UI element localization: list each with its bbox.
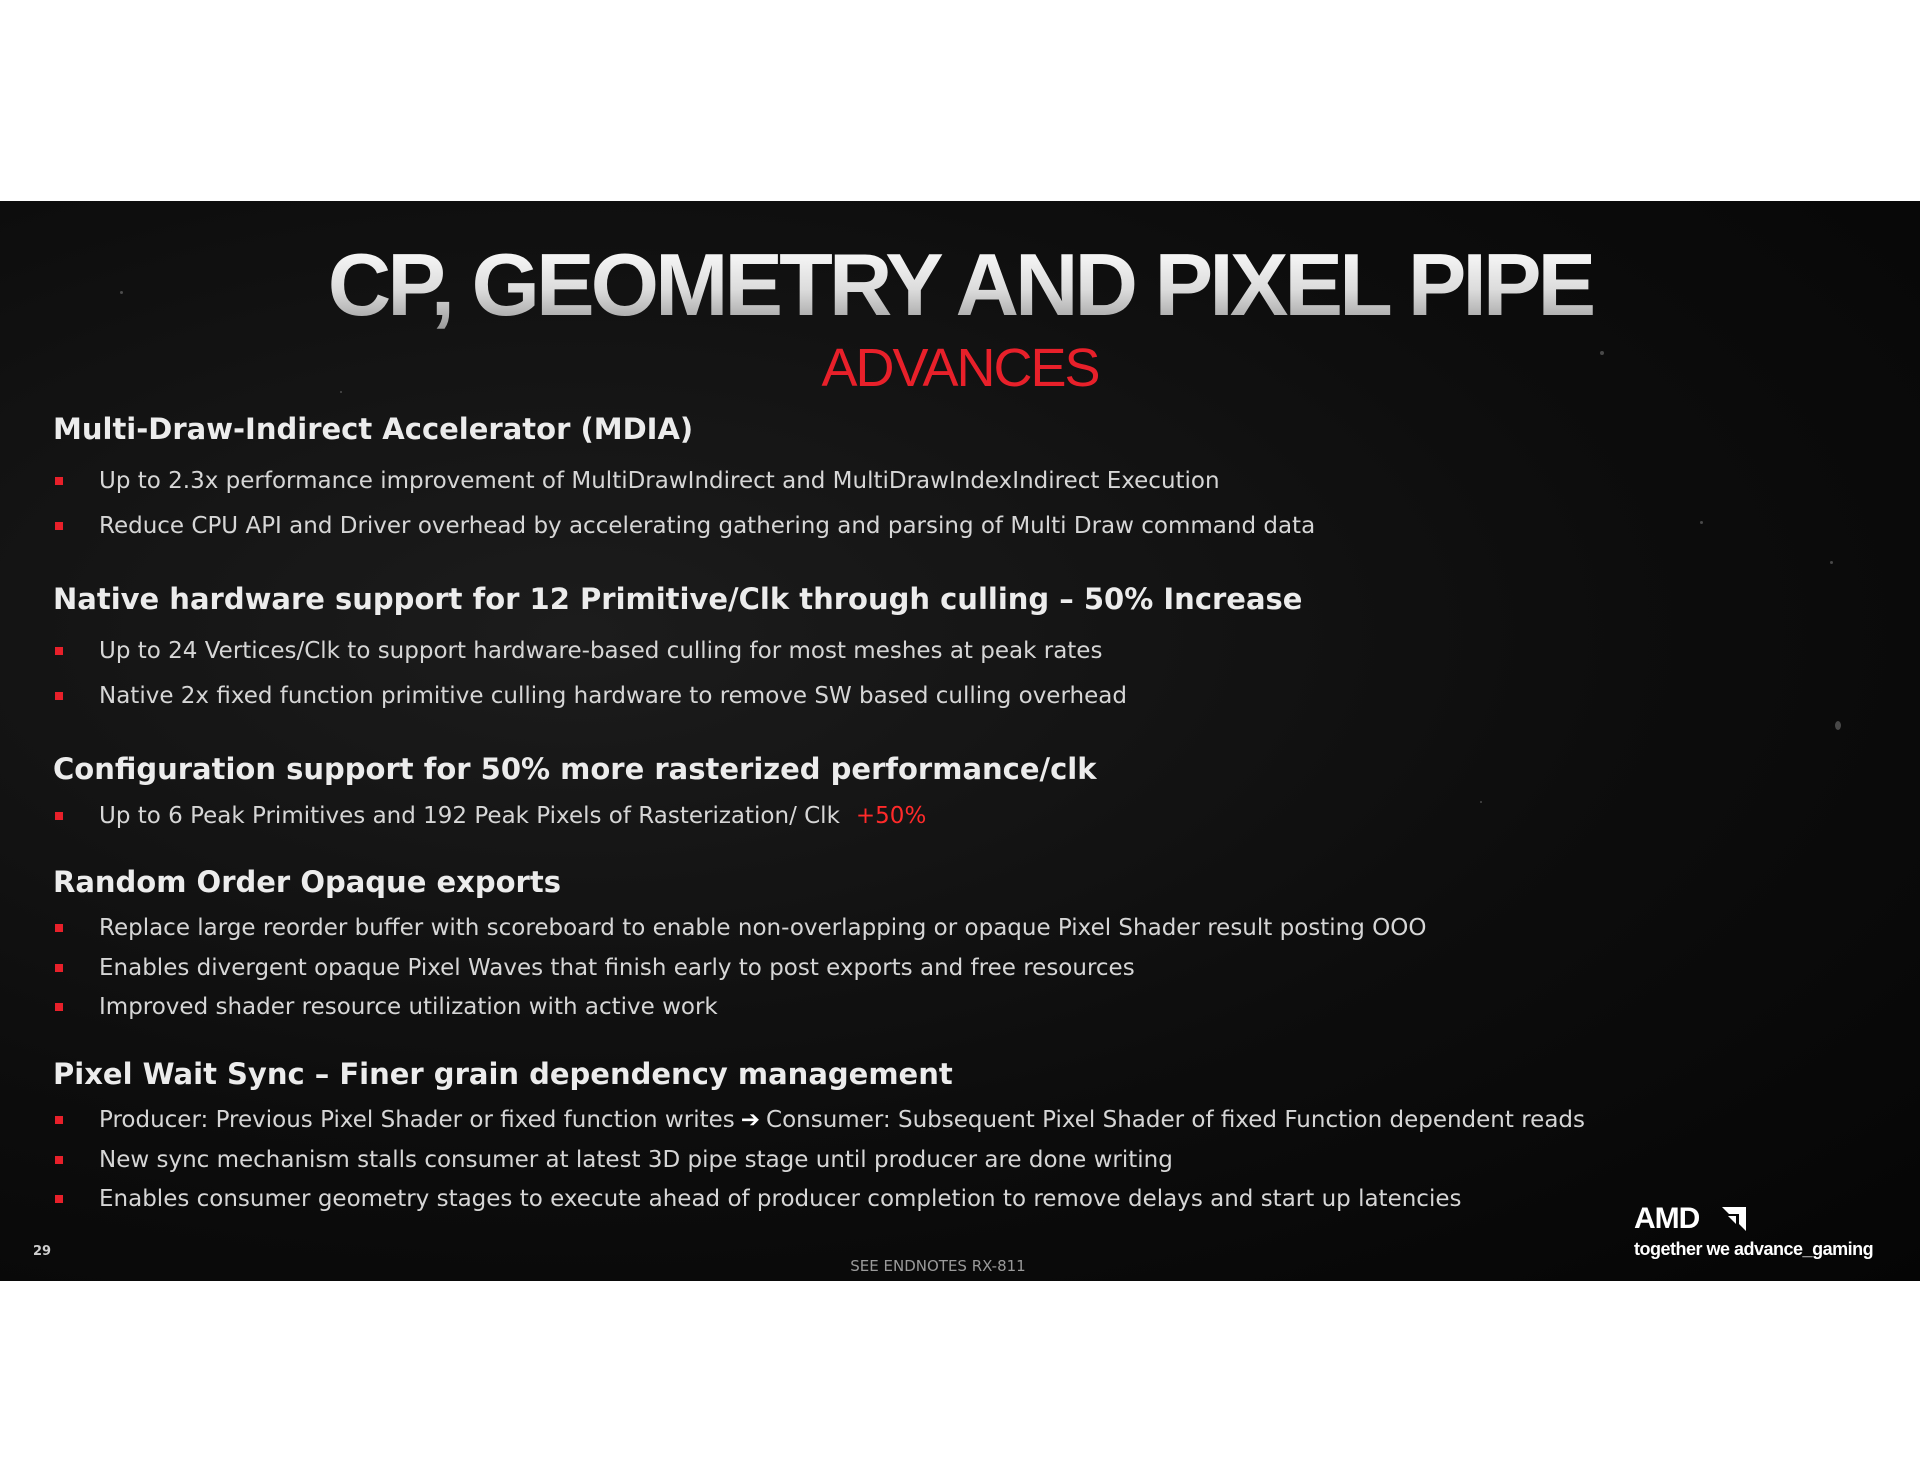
bullet-text bbox=[99, 1109, 1585, 1132]
red-square-bullet-icon bbox=[55, 477, 63, 485]
bullet-text-main: Up to 6 Peak Primitives and 192 Peak Pixels of Rasterization/ Clk bbox=[99, 803, 840, 829]
background-speck bbox=[1830, 561, 1833, 564]
bullet-text: Enables consumer geometry stages to execute ahead of producer completion to remove delays and start up latencies bbox=[99, 1186, 1462, 1212]
right-arrow-icon: ➔ bbox=[740, 1107, 761, 1133]
bullet-text-main: Producer: Previous Pixel Shader or fixed function writes bbox=[99, 1107, 735, 1133]
bullet-text: Enables divergent opaque Pixel Waves that finish early to post exports and free resources bbox=[99, 955, 1135, 981]
bullet-text-continuation: Consumer: Subsequent Pixel Shader of fixed Function dependent reads bbox=[766, 1107, 1585, 1133]
section-heading: Multi-Draw-Indirect Accelerator (MDIA) bbox=[53, 412, 694, 446]
slide-title: CP, GEOMETRY AND PIXEL PIPE bbox=[0, 241, 1920, 329]
endnotes-link: SEE ENDNOTES RX-811 bbox=[850, 1257, 1026, 1275]
bullet-text: Improved shader resource utilization with active work bbox=[99, 994, 718, 1020]
section-heading: Pixel Wait Sync – Finer grain dependency management bbox=[53, 1057, 953, 1091]
slide bbox=[0, 201, 1920, 1281]
background-speck bbox=[1835, 721, 1841, 730]
red-square-bullet-icon bbox=[55, 692, 63, 700]
red-square-bullet-icon bbox=[55, 1195, 63, 1203]
red-square-bullet-icon bbox=[55, 1003, 63, 1011]
red-square-bullet-icon bbox=[55, 1156, 63, 1164]
red-square-bullet-icon bbox=[55, 647, 63, 655]
background-speck bbox=[1700, 521, 1703, 524]
logo-tagline: together we advance_gaming bbox=[1634, 1239, 1874, 1259]
red-square-bullet-icon bbox=[55, 812, 63, 820]
slide-subtitle: ADVANCES bbox=[821, 338, 1099, 398]
amd-arrow-logo-icon bbox=[1722, 1207, 1746, 1231]
bullet-text: Up to 2.3x performance improvement of MultiDrawIndirect and MultiDrawIndexIndirect Execution bbox=[99, 468, 1220, 494]
amd-logo bbox=[1634, 1204, 1884, 1264]
bullet-text: Up to 24 Vertices/Clk to support hardware-based culling for most meshes at peak rates bbox=[99, 638, 1103, 664]
logo-wordmark: AMD bbox=[1634, 1202, 1700, 1235]
bullet-text: Replace large reorder buffer with scoreboard to enable non-overlapping or opaque Pixel Shader result posting OOO bbox=[99, 915, 1427, 941]
highlight-increase: +50% bbox=[855, 803, 927, 829]
bullet-text: Reduce CPU API and Driver overhead by accelerating gathering and parsing of Multi Draw command data bbox=[99, 513, 1316, 539]
bullet-text bbox=[99, 805, 926, 828]
page-number: 29 bbox=[33, 1244, 52, 1259]
red-square-bullet-icon bbox=[55, 964, 63, 972]
section-heading: Random Order Opaque exports bbox=[53, 865, 561, 899]
section-heading: Configuration support for 50% more rasterized performance/clk bbox=[53, 752, 1097, 786]
section-heading: Native hardware support for 12 Primitive/Clk through culling – 50% Increase bbox=[53, 582, 1303, 616]
background-speck bbox=[1480, 801, 1482, 803]
red-square-bullet-icon bbox=[55, 522, 63, 530]
bullet-text: Native 2x fixed function primitive culling hardware to remove SW based culling overhead bbox=[99, 683, 1127, 709]
red-square-bullet-icon bbox=[55, 924, 63, 932]
red-square-bullet-icon bbox=[55, 1116, 63, 1124]
bullet-text: New sync mechanism stalls consumer at latest 3D pipe stage until producer are done writing bbox=[99, 1147, 1173, 1173]
